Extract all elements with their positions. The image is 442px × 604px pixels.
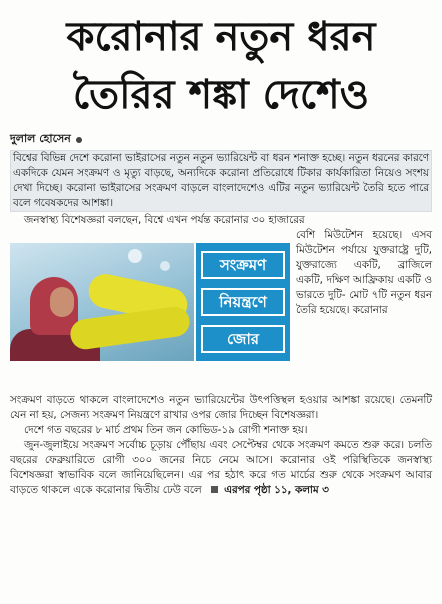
pull-quote-box xyxy=(196,243,290,361)
headline-line-2: তৈরির শঙ্কা দেশেও xyxy=(72,72,370,118)
continued-on-link[interactable]: এরপর পৃষ্ঠা ১১, কলাম ৩ xyxy=(224,484,329,496)
body-intro: জনস্বাস্থ্য বিশেষজ্ঞরা বলছেন, বিশ্বে এখন পর্যন্ত করোনার ৩০ হাজারের xyxy=(24,214,305,226)
headline-line-1: করোনার নতুন ধরন xyxy=(66,14,376,60)
article-photo xyxy=(10,243,194,361)
body-side-column: বেশি মিউটেশন হয়েছে। এসব মিউটেশন পর্যায়ে যুক্তরাষ্ট্রে দুটি, যুক্তরাজ্যে একটি, ব্রাজিলে একটি, দক্ষিণ আফ্রিকায় একটি ও ভারতে দুটি- মোট ৭টি নতুন ধরন তৈরি হয়েছে। করোনার xyxy=(296,229,432,316)
body-paragraph-3 xyxy=(10,438,432,498)
body-continue: সংক্রমণ বাড়তে থাকলে বাংলাদেশেও নতুন ভ্যারিয়েন্টের উৎপত্তিস্থল হওয়ার আশঙ্কা রয়েছে। তেমনটি যেন না হয়, সেজন্য সংক্রমণ নিয়ন্ত্রণে রাখার ওপর জোর দিচ্ছেন বিশেষজ্ঞরা। xyxy=(10,394,432,421)
article-middle-section xyxy=(10,213,432,393)
lead-paragraph: বিশ্বের বিভিন্ন দেশে করোনা ভাইরাসের নতুন নতুন ভ্যারিয়েন্ট বা ধরন শনাক্ত হচ্ছে। নতুন ধরনের কারণে একদিকে যেমন সংক্রমণ ও মৃত্যু বাড়ছে, অন্যদিকে করোনা প্রতিরোধে টিকার কার্যকারিতা নিয়েও সংশয় দেখা দিচ্ছে। করোনা ভাইরাসের সংক্রমণ বাড়লে বাংলাদেশেও এটির নতুন ভ্যারিয়েন্ট তৈরি হতে পারে বলে গবেষকদের আশঙ্কা। xyxy=(10,150,432,212)
body-paragraph-2: দেশে গত বছরের ৮ মার্চ প্রথম তিন জন কোভিড-১৯ রোগী শনাক্ত হয়। xyxy=(24,424,308,436)
headline xyxy=(10,8,432,124)
byline-author: দুলাল হোসেন xyxy=(10,132,71,145)
jump-square-icon xyxy=(211,486,218,493)
pull-quote-line-1: সংক্রমণ xyxy=(201,251,285,279)
byline xyxy=(10,130,432,149)
pull-quote-line-3: জোর xyxy=(201,325,285,353)
pull-quote-line-2: নিয়ন্ত্রণে xyxy=(201,288,285,316)
byline-dot-icon xyxy=(76,137,82,143)
body-paragraph-3-text: জুন-জুলাইয়ে সংক্রমণ সর্বোচ্চ চূড়ায় পৌঁছায় এবং সেপ্টেম্বর থেকে সংক্রমণ কমতে শুরু করে। চলতি বছরের ফেব্রুয়ারিতে রোগী ৩০০ জনের নিচে নেমে আসে। করোনার ওই পরিস্থিতিকে জনস্বাস্থ্য বিশেষজ্ঞরা স্বাভাবিক বলে জানিয়েছিলেন। এর পর হঠাৎ করে গত মার্চের শুরু থেকে সংক্রমণ আবার বাড়তে থাকলে একে করোনার দ্বিতীয় ঢেউ বলে xyxy=(10,439,432,496)
